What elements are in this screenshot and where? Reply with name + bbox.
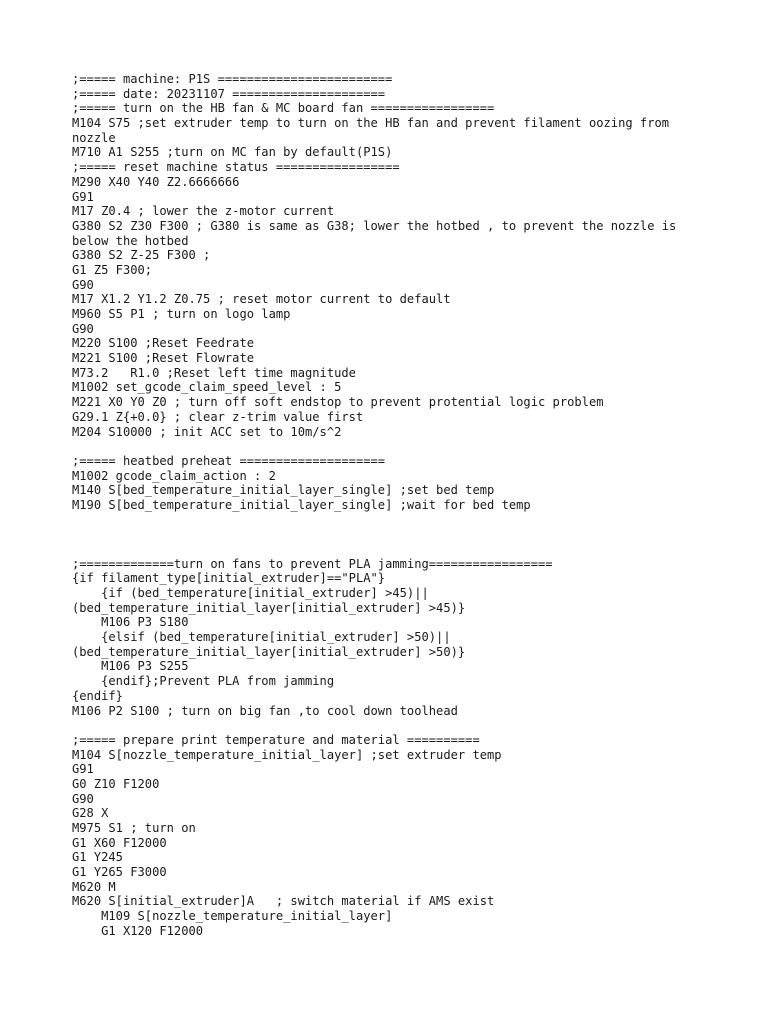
code-line: M710 A1 S255 ;turn on MC fan by default(P1S) [72, 145, 393, 160]
code-line: G1 X60 F12000 [72, 835, 167, 850]
code-line: G0 Z10 F1200 [72, 776, 160, 791]
code-line: {endif};Prevent PLA from jamming [72, 674, 335, 689]
code-line: M221 X0 Y0 Z0 ; turn off soft endstop to prevent protential logic problem [72, 395, 604, 410]
code-line: G90 [72, 277, 94, 292]
code-line: ;===== date: 20231107 ===================== [72, 86, 386, 101]
code-line: G90 [72, 321, 94, 336]
code-line: G28 X [72, 806, 109, 821]
gcode-listing [72, 72, 712, 938]
code-line: {elsif (bed_temperature[initial_extruder] >50)|| [72, 630, 451, 645]
code-line: M960 S5 P1 ; turn on logo lamp [72, 307, 291, 321]
code-line: M106 P3 S255 [72, 659, 189, 674]
code-line: ;=============turn on fans to prevent PLA jamming================= [72, 556, 553, 571]
code-line: M975 S1 ; turn on [72, 820, 196, 835]
code-line: G91 [72, 189, 94, 204]
code-line: M17 X1.2 Y1.2 Z0.75 ; reset motor current to default [72, 292, 451, 307]
code-line: (bed_temperature_initial_layer[initial_extruder] >45)} [72, 600, 466, 615]
code-line: M109 S[nozzle_temperature_initial_layer] [72, 909, 393, 924]
code-line: ;===== reset machine status ================= [72, 160, 400, 175]
code-line: M104 S75 ;set extruder temp to turn on the HB fan and prevent filament oozing from nozzle [72, 116, 677, 145]
code-line: M140 S[bed_temperature_initial_layer_single] ;set bed temp [72, 483, 495, 498]
code-line: M190 S[bed_temperature_initial_layer_single] ;wait for bed temp [72, 497, 531, 512]
code-line: M204 S10000 ; init ACC set to 10m/s^2 [72, 424, 342, 439]
code-line: G1 X120 F12000 [72, 923, 204, 938]
code-line [72, 439, 712, 454]
code-line [72, 542, 712, 557]
code-line: ;===== turn on the HB fan & MC board fan ================= [72, 101, 495, 116]
code-line: M1002 gcode_claim_action : 2 [72, 468, 276, 483]
code-line [72, 718, 712, 733]
code-line: G1 Z5 F300; [72, 262, 153, 277]
code-line: M106 P2 S100 ; turn on big fan ,to cool down toolhead [72, 703, 458, 718]
code-line: G1 Y245 [72, 850, 123, 865]
code-line: G380 S2 Z-25 F300 ; [72, 248, 211, 263]
code-line: {if filament_type[initial_extruder]=="PLA"} [72, 571, 386, 586]
code-line: G91 [72, 762, 94, 777]
code-line: M620 S[initial_extruder]A ; switch material if AMS exist [72, 894, 495, 909]
code-line: M620 M [72, 879, 116, 894]
code-line: M106 P3 S180 [72, 615, 189, 630]
code-line [72, 513, 712, 528]
code-line: {if (bed_temperature[initial_extruder] >45)|| [72, 586, 429, 600]
code-line: ;===== machine: P1S ======================== [72, 72, 393, 86]
code-line [72, 527, 712, 542]
code-line: M220 S100 ;Reset Feedrate [72, 336, 255, 351]
code-line: M1002 set_gcode_claim_speed_level : 5 [72, 380, 342, 395]
code-line: G1 Y265 F3000 [72, 865, 167, 880]
code-line: G90 [72, 791, 94, 806]
code-line: ;===== heatbed preheat ==================== [72, 453, 386, 468]
code-line: M73.2 R1.0 ;Reset left time magnitude [72, 365, 356, 380]
code-line: M104 S[nozzle_temperature_initial_layer] ;set extruder temp [72, 747, 502, 762]
code-line: {endif} [72, 688, 123, 703]
code-line: ;===== prepare print temperature and material ========== [72, 732, 480, 747]
code-line: G380 S2 Z30 F300 ; G380 is same as G38; lower the hotbed , to prevent the nozzle is below the hotbed [72, 218, 684, 248]
code-line: G29.1 Z{+0.0} ; clear z-trim value first [72, 409, 364, 424]
code-line: M17 Z0.4 ; lower the z-motor current [72, 204, 335, 219]
code-line: M290 X40 Y40 Z2.6666666 [72, 174, 240, 189]
code-line: M221 S100 ;Reset Flowrate [72, 351, 255, 366]
code-line: (bed_temperature_initial_layer[initial_extruder] >50)} [72, 644, 466, 659]
